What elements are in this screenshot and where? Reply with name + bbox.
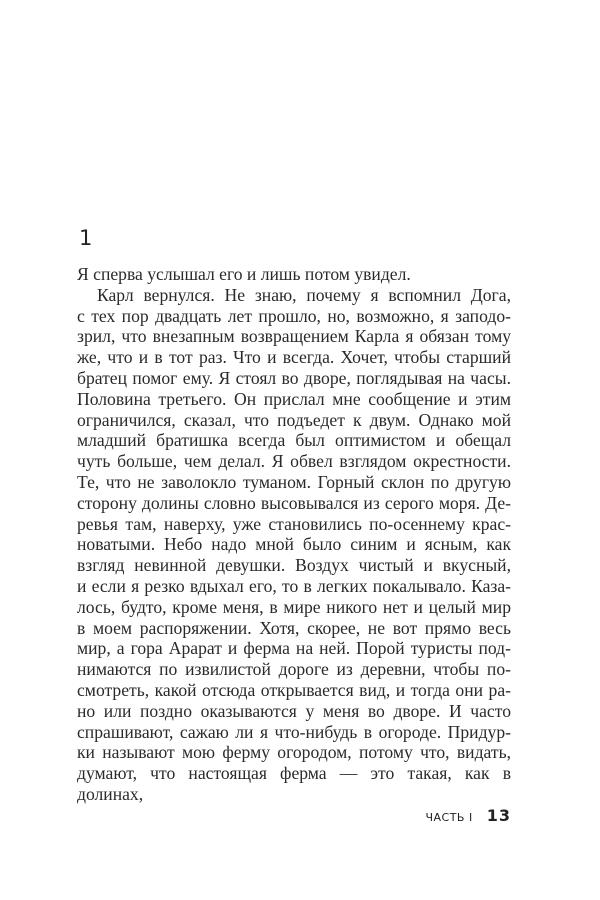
- text-line: мир, а гора Арарат и ферма на ней. Порой туристы под-: [77, 638, 511, 659]
- page-number: 13: [486, 806, 511, 825]
- text-line: же, что и в тот раз. Что и всегда. Хочет, чтобы старший: [77, 347, 511, 368]
- text-line: смотреть, какой отсюда открывается вид, и тогда они ра-: [77, 679, 511, 700]
- chapter-number: 1: [79, 226, 93, 250]
- text-line: думают, что настоящая ферма — это такая, как в долинах,: [77, 763, 511, 804]
- text-line: сторону долины словно высовывался из серого моря. Де-: [77, 492, 511, 513]
- text-line: Те, что не заволокло туманом. Горный склон по другую: [77, 471, 511, 492]
- text-line: зрил, что внезапным возвращением Карла я обязан тому: [77, 326, 511, 347]
- text-line: братец помог ему. Я стоял во дворе, поглядывая на часы.: [77, 367, 511, 388]
- page-footer: [425, 806, 511, 825]
- text-line: младший братишка всегда был оптимистом и обещал: [77, 430, 511, 451]
- body-text: [77, 264, 511, 804]
- text-line: ограничился, сказал, что подъедет к двум. Однако мой: [77, 409, 511, 430]
- text-line: ки называют мою ферму огородом, потому что, видать,: [77, 742, 511, 763]
- text-line: взгляд невинной девушки. Воздух чистый и вкусный,: [77, 555, 511, 576]
- text-line: Я сперва услышал его и лишь потом увидел.: [77, 264, 411, 284]
- text-line: нимаются по извилистой дороге из деревни, чтобы по-: [77, 659, 511, 680]
- text-line: ревья там, наверху, уже становились по-осеннему крас-: [77, 513, 511, 534]
- text-line: Половина третьего. Он прислал мне сообщение и этим: [77, 388, 511, 409]
- text-line: и если я резко вдыхал его, то в легких покалывало. Каза-: [77, 575, 511, 596]
- part-label: ЧАСТЬ I: [425, 811, 473, 824]
- text-line: новатыми. Небо надо мной было синим и ясным, как: [77, 534, 511, 555]
- text-line: но или поздно оказываются у меня во дворе. И часто: [77, 700, 511, 721]
- text-line: с тех пор двадцать лет прошло, но, возможно, я заподо-: [77, 305, 511, 326]
- text-line: Карл вернулся. Не знаю, почему я вспомнил Дога,: [97, 284, 511, 305]
- text-line: чуть больше, чем делал. Я обвел взглядом окрестности.: [77, 451, 511, 472]
- text-line: спрашивают, сажаю ли я что-нибудь в огороде. Придур-: [77, 721, 511, 742]
- text-line: в моем распоряжении. Хотя, скорее, не вот прямо весь: [77, 617, 511, 638]
- text-line: лось, будто, кроме меня, в мире никого нет и целый мир: [77, 596, 511, 617]
